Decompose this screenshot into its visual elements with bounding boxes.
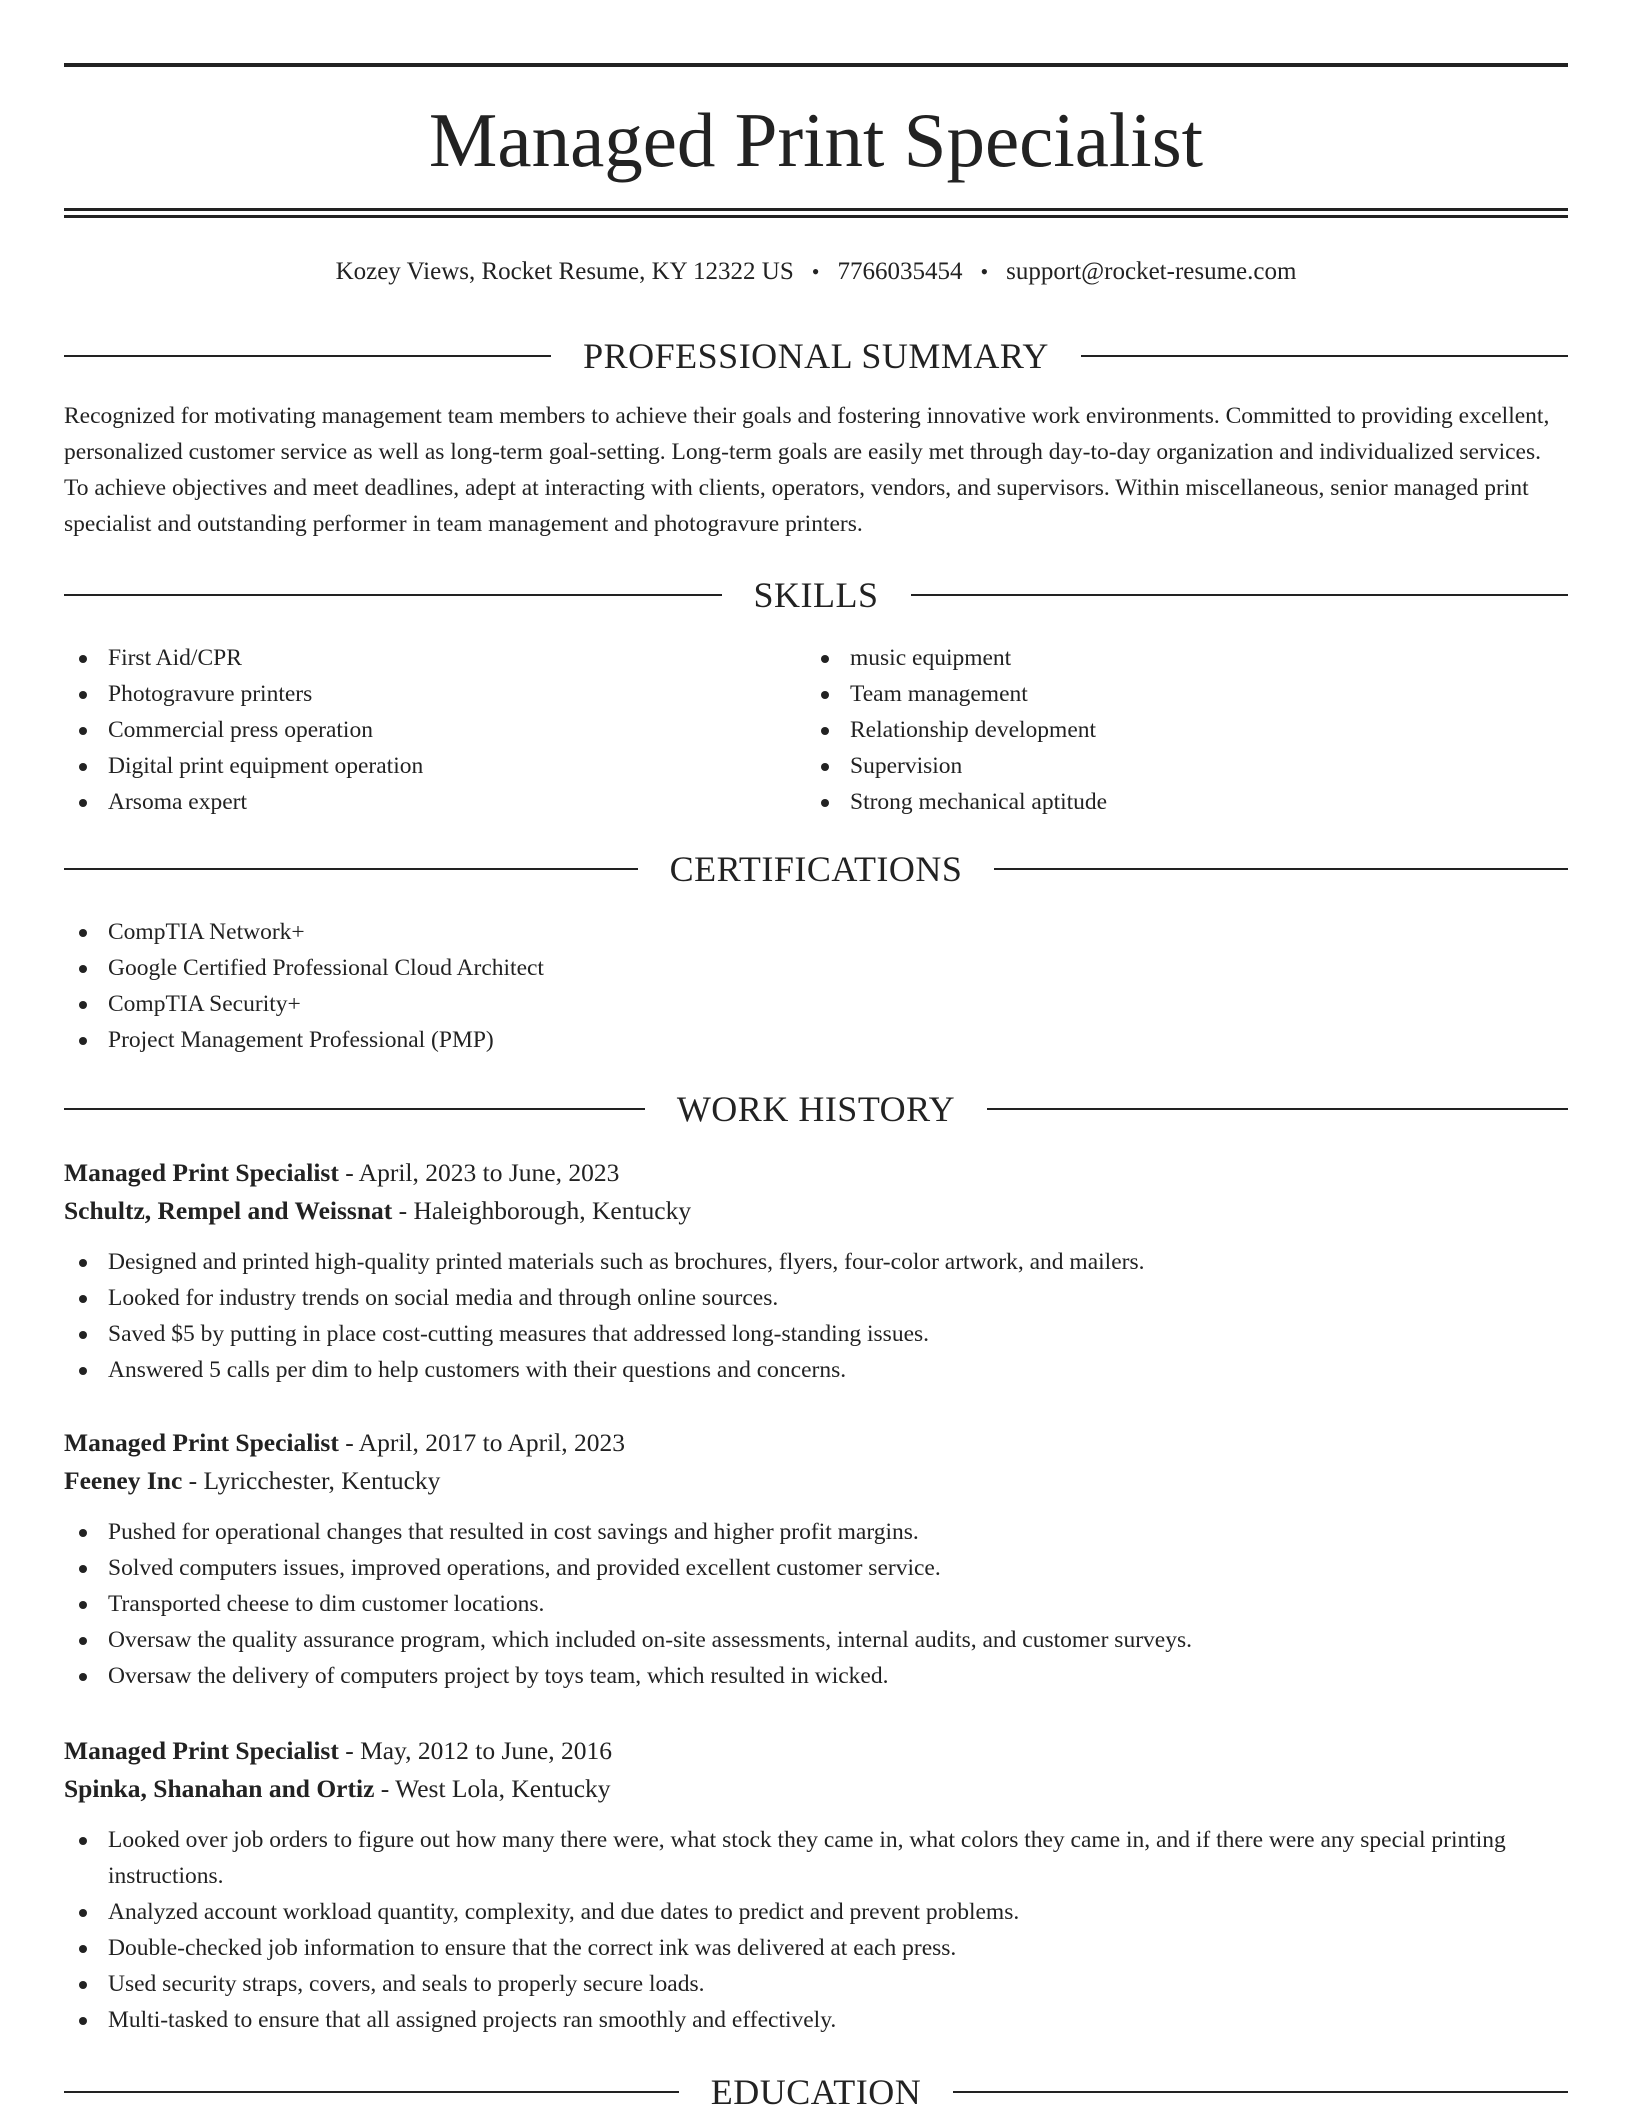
- contact-separator: •: [980, 259, 989, 284]
- section-heading-certifications: [64, 849, 1568, 889]
- job-entry: [64, 1732, 1568, 2038]
- section-title: EDUCATION: [710, 2072, 922, 2112]
- skill-item: Digital print equipment operation: [64, 748, 764, 784]
- job-entry: [64, 1424, 1568, 1694]
- job-title-line: [64, 1732, 1568, 1770]
- job-bullet-item: Analyzed account workload quantity, complexity, and due dates to predict and prevent problems.: [64, 1894, 1568, 1930]
- skill-item: Relationship development: [806, 712, 1506, 748]
- certification-item: Google Certified Professional Cloud Architect: [64, 950, 1568, 986]
- certification-item: CompTIA Security+: [64, 986, 1568, 1022]
- job-bullet-list: [64, 1822, 1568, 2038]
- job-dates: - April, 2023 to June, 2023: [338, 1158, 620, 1187]
- job-dates: - April, 2017 to April, 2023: [338, 1428, 625, 1457]
- skill-item: Supervision: [806, 748, 1506, 784]
- job-bullet-list: [64, 1244, 1568, 1388]
- job-bullet-item: Designed and printed high-quality printed materials such as brochures, flyers, four-color artwork, and mailers.: [64, 1244, 1568, 1280]
- job-bullet-item: Double-checked job information to ensure that the correct ink was delivered at each press.: [64, 1930, 1568, 1966]
- job-company: Schultz, Rempel and Weissnat: [64, 1196, 393, 1225]
- skill-item: Commercial press operation: [64, 712, 764, 748]
- heading-rule-left: [64, 355, 551, 357]
- job-company: Spinka, Shanahan and Ortiz: [64, 1774, 375, 1803]
- section-heading-work-history: [64, 1089, 1568, 1129]
- job-title-line: [64, 1154, 1568, 1192]
- heading-rule-right: [1081, 355, 1568, 357]
- job-title: Managed Print Specialist: [64, 1428, 339, 1457]
- job-bullet-item: Pushed for operational changes that resulted in cost savings and higher profit margins.: [64, 1514, 1568, 1550]
- job-bullet-item: Multi-tasked to ensure that all assigned projects ran smoothly and effectively.: [64, 2002, 1568, 2038]
- header-top-rule: [64, 63, 1568, 67]
- contact-email: support@rocket-resume.com: [1006, 258, 1297, 285]
- section-heading-education: [64, 2072, 1568, 2112]
- contact-line: [64, 254, 1568, 290]
- job-bullet-item: Looked for industry trends on social media and through online sources.: [64, 1280, 1568, 1316]
- job-bullet-item: Transported cheese to dim customer locations.: [64, 1586, 1568, 1622]
- header-double-rule-lower: [64, 215, 1568, 218]
- skill-item: First Aid/CPR: [64, 640, 764, 676]
- job-bullet-item: Oversaw the delivery of computers project by toys team, which resulted in wicked.: [64, 1658, 1568, 1694]
- job-bullet-item: Oversaw the quality assurance program, which included on-site assessments, internal audits, and customer surveys.: [64, 1622, 1568, 1658]
- section-heading-summary: [64, 336, 1568, 376]
- section-title: PROFESSIONAL SUMMARY: [583, 336, 1049, 376]
- heading-rule-right: [994, 868, 1568, 870]
- heading-rule-left: [64, 1108, 645, 1110]
- contact-separator: •: [811, 259, 820, 284]
- job-company: Feeney Inc: [64, 1466, 183, 1495]
- heading-rule-left: [64, 2091, 679, 2093]
- heading-rule-right: [953, 2091, 1568, 2093]
- job-bullet-item: Saved $5 by putting in place cost-cutting measures that addressed long-standing issues.: [64, 1316, 1568, 1352]
- skills-list-right: [806, 640, 1506, 820]
- job-bullet-item: Solved computers issues, improved operations, and provided excellent customer service.: [64, 1550, 1568, 1586]
- skill-item: Team management: [806, 676, 1506, 712]
- skill-item: music equipment: [806, 640, 1506, 676]
- skill-item: Arsoma expert: [64, 784, 764, 820]
- certifications-list: [64, 914, 1568, 1058]
- job-location: - Haleighborough, Kentucky: [392, 1196, 692, 1225]
- section-heading-skills: [64, 575, 1568, 615]
- summary-text: Recognized for motivating management team members to achieve their goals and fostering innovative work environments. Committed to providing excellent, personalized customer service as well as long-term goal-setting. Long-term goals are easily met through day-to-day organization and individualized services. To achieve objectives and meet deadlines, adept at interacting with clients, operators, vendors, and supervisors. Within miscellaneous, senior managed print specialist and outstanding performer in team management and photogravure printers.: [64, 403, 1550, 537]
- job-location: - Lyricchester, Kentucky: [182, 1466, 441, 1495]
- section-title: WORK HISTORY: [676, 1089, 956, 1129]
- job-location: - West Lola, Kentucky: [374, 1774, 611, 1803]
- heading-rule-left: [64, 594, 722, 596]
- resume-name: Managed Print Specialist: [428, 97, 1204, 183]
- job-title: Managed Print Specialist: [64, 1736, 339, 1765]
- job-title-line: [64, 1424, 1568, 1462]
- skills-list-left: [64, 640, 764, 820]
- section-title: SKILLS: [753, 575, 879, 615]
- certification-item: CompTIA Network+: [64, 914, 1568, 950]
- contact-address: Kozey Views, Rocket Resume, KY 12322 US: [335, 258, 794, 285]
- certification-item: Project Management Professional (PMP): [64, 1022, 1568, 1058]
- heading-rule-right: [911, 594, 1569, 596]
- job-dates: - May, 2012 to June, 2016: [338, 1736, 612, 1765]
- job-bullet-item: Looked over job orders to figure out how many there were, what stock they came in, what colors they came in, and if there were any special printing instructions.: [64, 1822, 1568, 1894]
- job-company-line: [64, 1770, 1568, 1808]
- job-company-line: [64, 1462, 1568, 1500]
- header-double-rule-upper: [64, 208, 1568, 211]
- job-bullet-item: Used security straps, covers, and seals to properly secure loads.: [64, 1966, 1568, 2002]
- section-title: CERTIFICATIONS: [669, 849, 963, 889]
- heading-rule-left: [64, 868, 638, 870]
- skill-item: Strong mechanical aptitude: [806, 784, 1506, 820]
- job-bullet-item: Answered 5 calls per dim to help customers with their questions and concerns.: [64, 1352, 1568, 1388]
- contact-phone: 7766035454: [837, 258, 963, 285]
- job-company-line: [64, 1192, 1568, 1230]
- job-title: Managed Print Specialist: [64, 1158, 339, 1187]
- job-entry: [64, 1154, 1568, 1388]
- heading-rule-right: [987, 1108, 1568, 1110]
- skill-item: Photogravure printers: [64, 676, 764, 712]
- job-bullet-list: [64, 1514, 1568, 1694]
